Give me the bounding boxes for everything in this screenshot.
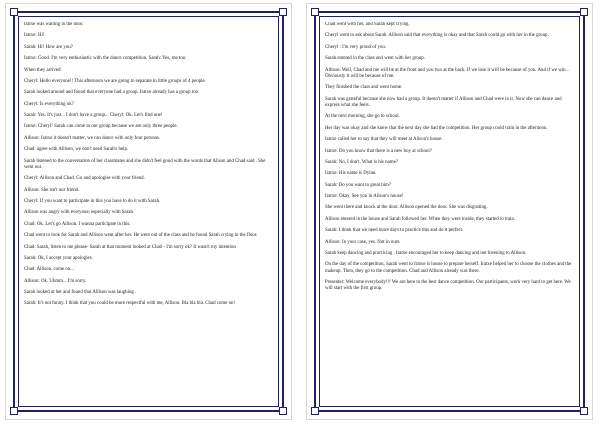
story-paragraph: Iratxe called her to say that they will meet at Alison's house. xyxy=(325,137,443,143)
story-paragraph: Iratxe was waiting in the door. xyxy=(24,22,84,27)
story-paragraph: Cheryl went to ask about Sarah. Allison said that everything is okay and that Sarah could go with her in the group. xyxy=(325,33,549,39)
corner-ornament xyxy=(580,8,588,16)
story-paragraph: Sarah was grateful because she now had a group. It doesn't matter if Allison and Chad were in it. Now she can dance and express what she feels. xyxy=(325,96,562,108)
story-paragraph: Allison: Ok. Uhmm... I'm sorry. xyxy=(24,278,87,284)
story-paragraph: On the day of the competition, Sarah went to Iratxe is house to prepare herself. Iratxe helped her to choose the clothes and the makeup. Then, they go to the competition. Chad and Allison already was there. xyxy=(325,262,572,274)
story-paragraph: Cheryl: Allison and Chad. Go and apologise with your friend. xyxy=(24,176,145,182)
corner-ornament xyxy=(580,407,588,415)
corner-ornament xyxy=(279,8,287,16)
story-paragraph: Iratxe: His name is Dylan. xyxy=(325,171,377,177)
left-page-text xyxy=(24,22,273,403)
story-paragraph: Iratxe: Do you know that there is a new boy at school? xyxy=(325,148,432,154)
story-paragraph: They finished the class and went home. xyxy=(325,85,403,91)
story-paragraph: Cheryl: If you want to participate in this you have to do it with Sarah. xyxy=(24,199,161,204)
story-paragraph: Cheryl : I'm very proud of you. xyxy=(325,44,387,50)
corner-ornament xyxy=(10,407,18,415)
story-paragraph: Allison: Iratxe it doesn't matter, we can dance with only four persons. xyxy=(24,135,161,141)
story-paragraph: Iratxe: Good. I'm very enthusiastic with the dance competition. Sarah: Yes, me too. xyxy=(24,56,187,62)
story-paragraph: Sarah listened to the conversation of her classmates and she didn't feel good with the words that Alison and Chad said . She went out. xyxy=(24,158,266,170)
story-paragraph: Sarah: Yes. It's just... I don't have a group... Cheryl: Ok. Let's find one! xyxy=(24,113,163,118)
story-paragraph: Sarah entered in the class and went with her group. xyxy=(325,56,425,62)
story-paragraph: Chad went to look for Sarah and Allison went after her. He went out of the class and he found Sarah crying in the floor. xyxy=(24,233,258,239)
story-paragraph: Sarah: Ok, I accept your apologies. xyxy=(24,255,93,261)
story-paragraph: Allison entered in the house and Sarah followed her. When they were inside, they started to train. xyxy=(325,216,516,222)
left-page xyxy=(5,3,292,420)
story-paragraph: Sarah keep dancing and practicing . Iratxe encouraged her to keep dancing and not listening to Allison. xyxy=(325,250,527,256)
story-paragraph: Cheryl: Hello everyone!! This afternoon we are going to separate in little groups of 4 people. xyxy=(24,78,206,84)
story-paragraph: When they arrived: xyxy=(24,67,62,73)
story-paragraph: Chad: Sarah, listen to me please- Sarah at that moment looked at Chad - I'm sorry ok? It wasn't my intention xyxy=(24,244,236,250)
story-paragraph: Her day was okay and she knew that the next day she had the competition. Her group could train in the afternoon. xyxy=(325,125,548,131)
story-paragraph: Chad: Ok. Let's go Allison. I wanna participate in this. xyxy=(24,221,131,227)
corner-ornament xyxy=(311,407,319,415)
story-paragraph: At the next morning, she go to school. xyxy=(325,114,400,120)
story-paragraph: Chad: Allison, come on... xyxy=(24,267,74,273)
story-paragraph: Sarah: Hi! How are you? xyxy=(24,44,73,50)
story-paragraph: Iratxe: Hi! xyxy=(24,33,45,39)
story-paragraph: Chad went with her, and Sarah kept crying. xyxy=(325,22,410,27)
right-page-text xyxy=(325,22,574,403)
story-paragraph: Allison was angry with everyone, especially with Sarah. xyxy=(24,210,135,216)
story-paragraph: Sarah: I think that we need more days to practice this and do it perfect. xyxy=(325,228,464,234)
corner-ornament xyxy=(10,8,18,16)
story-paragraph: She went there and knock at the door. Allison opened the door. She was disgusting. xyxy=(325,205,488,211)
story-paragraph: Sarah looked around and found that everyone had a group. Iratxe already has a group too. xyxy=(24,90,200,96)
story-paragraph: Allison: In your case, yes. Not in ours. xyxy=(325,239,401,245)
story-paragraph: Iratxe: Cheryl! Sarah can come to our group because we are only three people. xyxy=(24,124,178,130)
story-paragraph: Chad: agree with Allison, we don't need Sarah's help. xyxy=(24,147,129,153)
corner-ornament xyxy=(311,8,319,16)
story-paragraph: Allison: Well, Chad and me will be at the front and you two at the back. If we lose it will be because of you. And if we win... Obviously it will be because of me. xyxy=(325,67,570,79)
story-paragraph: Iratxe: Okay. See you in Alison's house! xyxy=(325,194,404,199)
story-paragraph: Sarah: Do you want to great him? xyxy=(325,182,392,188)
story-paragraph: Sarah: It's not funny. I think that you could be more respectful with me, Allison. Bla bla bla. Chad come on! xyxy=(24,301,236,307)
story-paragraph: Sarah: No, I don't. What is his name? xyxy=(325,159,398,165)
story-paragraph: Presenter: Welcome everybody!!! We are here to the best dance competition. Our participants, work very hard to get here. We will start with the first group. xyxy=(325,280,571,292)
right-page xyxy=(306,3,593,420)
corner-ornament xyxy=(279,407,287,415)
story-paragraph: Sarah looked at her and found that Allison was laughing . xyxy=(24,290,137,295)
story-paragraph: Cheryl: Is everything ok? xyxy=(24,101,74,107)
story-paragraph: Allison: She isn't our friend. xyxy=(24,187,80,193)
